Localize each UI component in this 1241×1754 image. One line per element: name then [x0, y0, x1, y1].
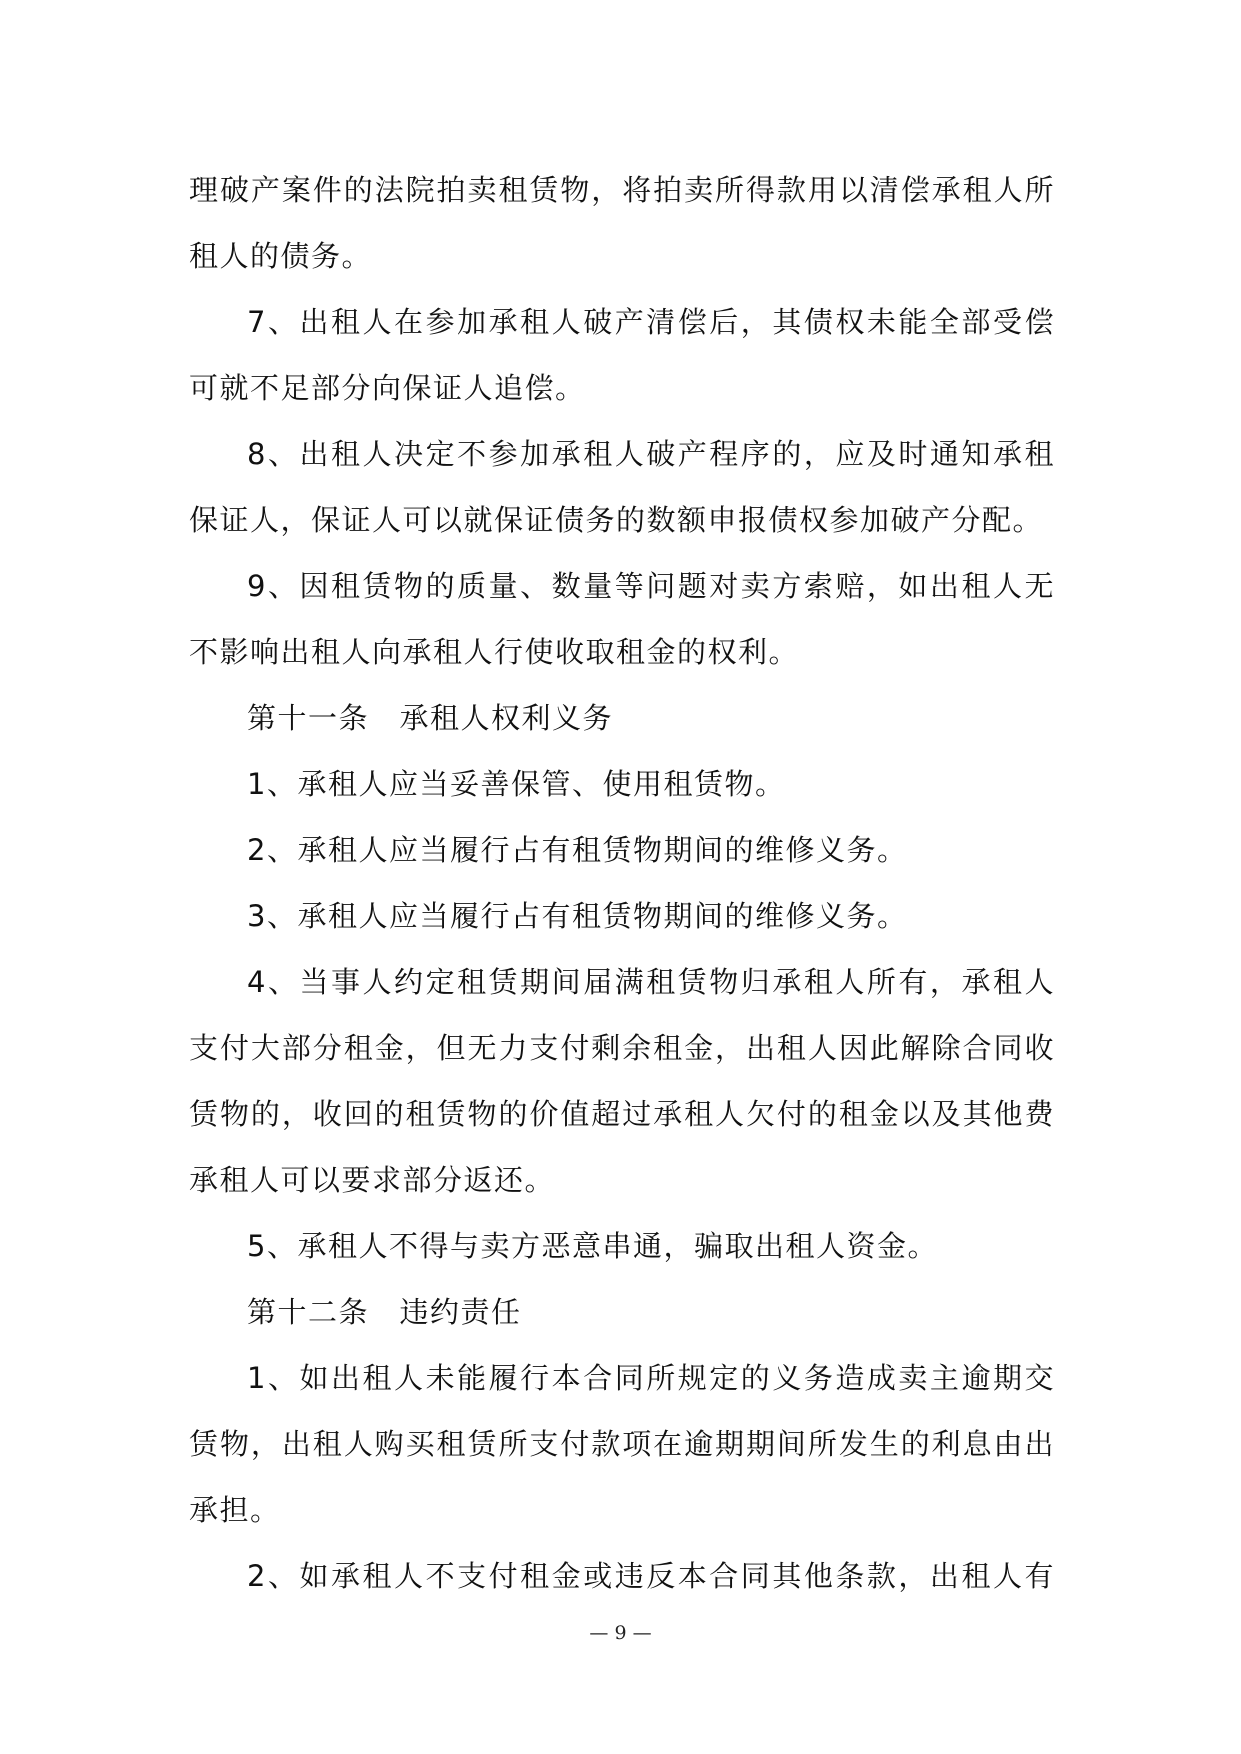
document-body [189, 157, 1055, 1609]
text-line: 2、承租人应当履行占有租赁物期间的维修义务。 [247, 833, 908, 867]
text-line: 赁物的，收回的租赁物的价值超过承租人欠付的租金以及其他费 [189, 1097, 1055, 1131]
text-line: 7、出租人在参加承租人破产清偿后，其债权未能全部受偿 [247, 305, 1055, 339]
text-line: 理破产案件的法院拍卖租赁物，将拍卖所得款用以清偿承租人所 [189, 173, 1055, 207]
page-number: — 9 — [589, 1622, 652, 1644]
text-line: 1、如出租人未能履行本合同所规定的义务造成卖主逾期交 [247, 1361, 1055, 1395]
text-line: 承租人可以要求部分返还。 [189, 1163, 556, 1197]
text-line: 2、如承租人不支付租金或违反本合同其他条款，出租人有 [247, 1559, 1055, 1593]
text-line: 赁物，出租人购买租赁所支付款项在逾期期间所发生的利息由出 [189, 1427, 1055, 1461]
text-line: 不影响出租人向承租人行使收取租金的权利。 [189, 635, 800, 669]
text-line: 4、当事人约定租赁期间届满租赁物归承租人所有，承租人 [247, 965, 1055, 999]
text-line: 保证人，保证人可以就保证债务的数额申报债权参加破产分配。 [189, 503, 1044, 537]
text-line: 支付大部分租金，但无力支付剩余租金，出租人因此解除合同收 [189, 1031, 1055, 1065]
section-heading: 第十一条 承租人权利义务 [247, 701, 614, 735]
section-heading: 第十二条 违约责任 [247, 1295, 522, 1329]
text-line: 3、承租人应当履行占有租赁物期间的维修义务。 [247, 899, 908, 933]
text-line: 5、承租人不得与卖方恶意串通，骗取出租人资金。 [247, 1229, 938, 1263]
text-line: 承担。 [189, 1493, 281, 1527]
text-line: 1、承租人应当妥善保管、使用租赁物。 [247, 767, 786, 801]
text-line: 8、出租人决定不参加承租人破产程序的，应及时通知承租 [247, 437, 1055, 471]
text-line: 租人的债务。 [189, 239, 373, 273]
text-line: 9、因租赁物的质量、数量等问题对卖方索赔，如出租人无 [247, 569, 1055, 603]
text-line: 可就不足部分向保证人追偿。 [189, 371, 586, 405]
